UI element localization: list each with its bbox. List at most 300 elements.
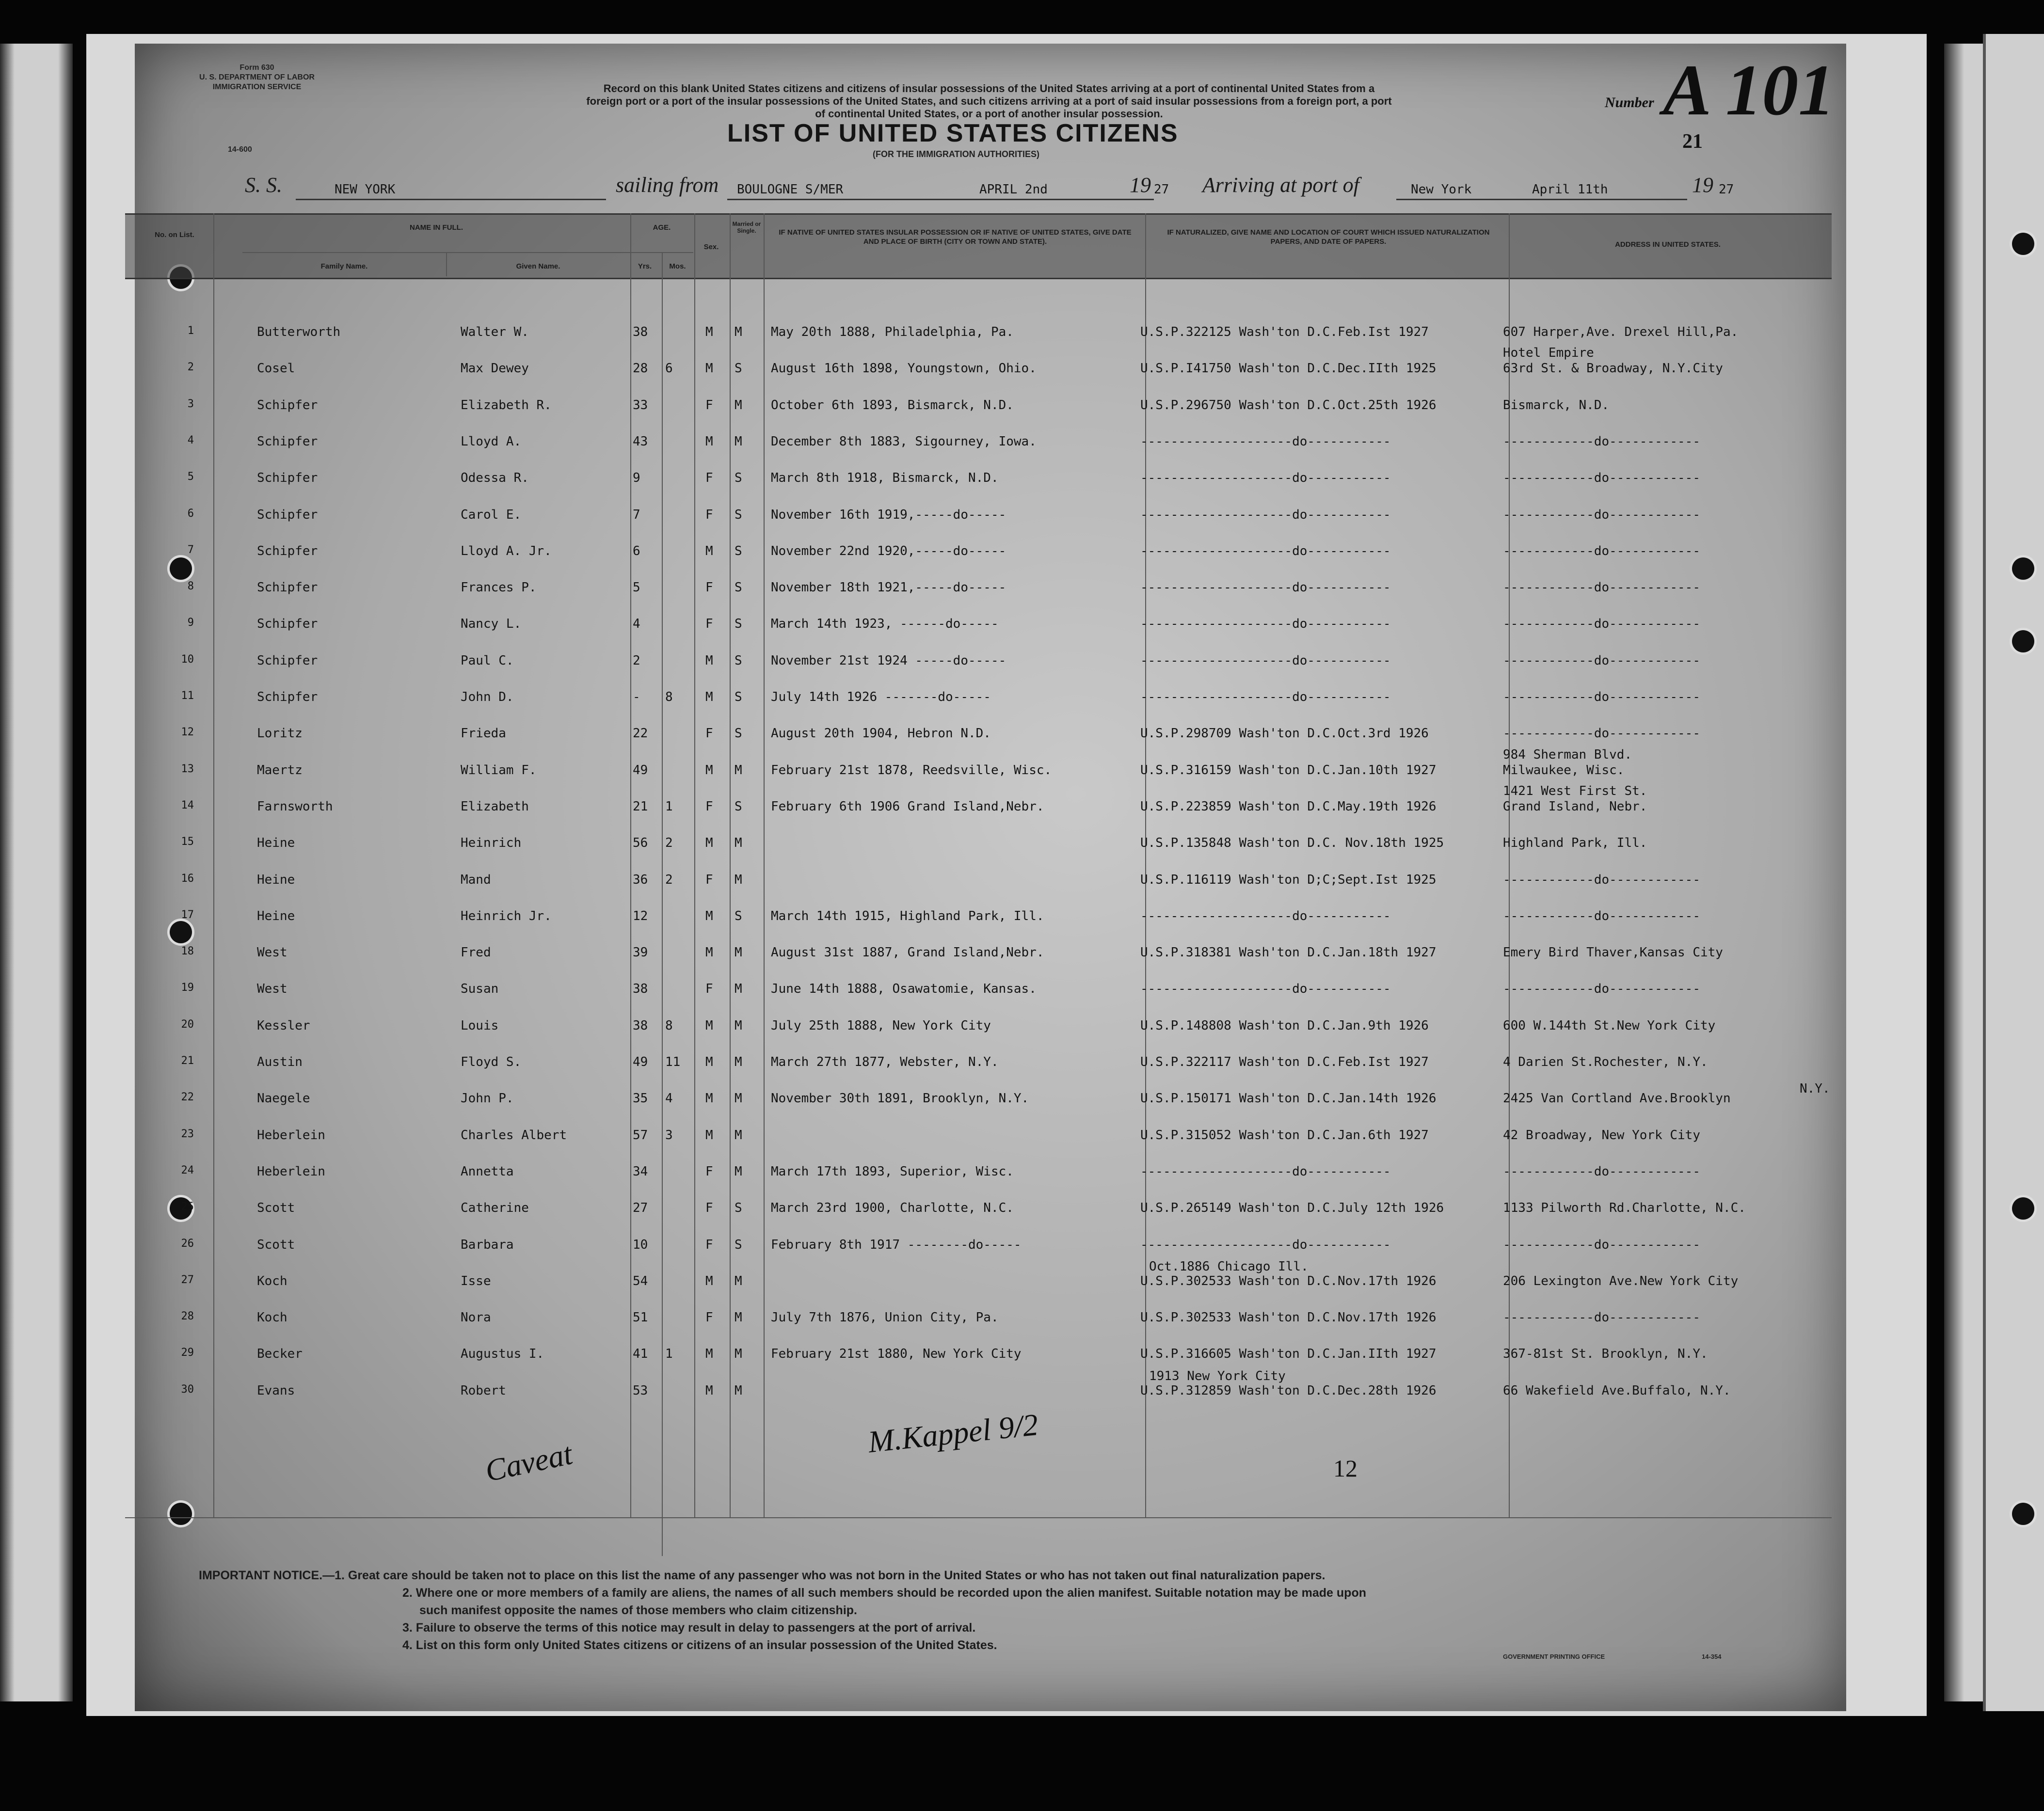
ss-label: S. S. bbox=[245, 173, 282, 197]
cell-family: Heine bbox=[257, 872, 295, 887]
form-number: Form 630 bbox=[240, 64, 274, 72]
cell-addr: ------------do------------ bbox=[1503, 434, 1700, 449]
cell-ms: S bbox=[735, 690, 742, 704]
cell-mos: 1 bbox=[665, 799, 673, 814]
cell-family: Heine bbox=[257, 908, 295, 923]
col-married: Married or Single. bbox=[732, 221, 761, 234]
cell-mos: 1 bbox=[665, 1347, 673, 1362]
cell-family: Naegele bbox=[257, 1091, 310, 1106]
cell-no: 24 bbox=[181, 1164, 194, 1176]
cell-birth: March 14th 1923, ------do----- bbox=[771, 617, 999, 632]
cell-sex: F bbox=[705, 1310, 713, 1325]
cell-nat: U.S.P.315052 Wash'ton D.C.Jan.6th 1927 bbox=[1140, 1128, 1429, 1143]
cell-sex: M bbox=[705, 1018, 713, 1033]
notice-label: IMPORTANT NOTICE. bbox=[199, 1569, 323, 1582]
cell-family: Schipfer bbox=[257, 617, 318, 632]
cell-addr: ------------do------------ bbox=[1503, 580, 1700, 595]
cell-family: Koch bbox=[257, 1310, 287, 1325]
cell-ms: M bbox=[735, 982, 742, 997]
cell-no: 4 bbox=[187, 434, 194, 446]
cell-no: 11 bbox=[181, 690, 194, 702]
cell-ms: M bbox=[735, 763, 742, 778]
punch-hole bbox=[2012, 1503, 2034, 1525]
cell-birth: November 18th 1921,-----do----- bbox=[771, 580, 1006, 595]
notice-item: 2. Where one or more members of a family are aliens, the names of all such members should be recorded upon the alien manifest. Suitable notation may be made upon bbox=[402, 1586, 1366, 1600]
cell-addr: ------------do------------ bbox=[1503, 908, 1700, 923]
cell-nat: U.S.P.150171 Wash'ton D.C.Jan.14th 1926 bbox=[1140, 1091, 1437, 1106]
cell-family: Maertz bbox=[257, 763, 303, 778]
cell-given: Susan bbox=[461, 982, 499, 997]
cell-yrs: 28 bbox=[633, 361, 648, 376]
cell-addr: 206 Lexington Ave.New York City bbox=[1503, 1273, 1739, 1288]
cell-yrs: 43 bbox=[633, 434, 648, 449]
cell-no: 6 bbox=[187, 507, 194, 520]
cell-no: 21 bbox=[181, 1055, 194, 1067]
cell-ms: M bbox=[735, 434, 742, 449]
cell-nat: --------------------do----------- bbox=[1140, 471, 1391, 486]
cell-addr: 42 Broadway, New York City bbox=[1503, 1128, 1700, 1143]
signature-left: Caveat bbox=[482, 1436, 575, 1489]
cell-given: Nancy L. bbox=[461, 617, 522, 632]
cell-yrs: 12 bbox=[633, 908, 648, 923]
col-naturalized: IF NATURALIZED, GIVE NAME AND LOCATION OF COURT WHICH ISSUED NATURALIZATION PAPERS, AND DATE OF PAPERS. bbox=[1167, 228, 1490, 246]
cell-nat: --------------------do----------- bbox=[1140, 653, 1391, 668]
notice-item: 3. Failure to observe the terms of this notice may result in delay to passengers at the port of arrival. bbox=[402, 1621, 976, 1635]
cell-addr: ------------do------------ bbox=[1503, 617, 1700, 632]
cell-yrs: 27 bbox=[633, 1201, 648, 1216]
cell-sex: F bbox=[705, 726, 713, 741]
cell-sex: F bbox=[705, 397, 713, 413]
cell-family: Schipfer bbox=[257, 690, 318, 704]
year-prefix-from: 19 bbox=[1130, 173, 1151, 197]
cell-mos: 3 bbox=[665, 1128, 673, 1143]
cell-addr: ------------do------------ bbox=[1503, 872, 1700, 887]
grid-line bbox=[662, 252, 663, 1556]
cell-sex: F bbox=[705, 799, 713, 814]
punch-hole bbox=[2012, 557, 2034, 580]
grid-line bbox=[764, 213, 765, 1517]
cell-yrs: 54 bbox=[633, 1273, 648, 1288]
cell-addr-extra: N.Y. bbox=[1800, 1081, 1830, 1096]
cell-given: Heinrich Jr. bbox=[461, 908, 552, 923]
cell-yrs: 53 bbox=[633, 1383, 648, 1398]
cell-addr: 2425 Van Cortland Ave.Brooklyn bbox=[1503, 1091, 1731, 1106]
cell-ms: M bbox=[735, 325, 742, 339]
cell-sex: F bbox=[705, 471, 713, 486]
cell-mos: 4 bbox=[665, 1091, 673, 1106]
cell-no: 20 bbox=[181, 1018, 194, 1031]
cell-birth: July 25th 1888, New York City bbox=[771, 1018, 991, 1033]
cell-nat: U.S.P.322125 Wash'ton D.C.Feb.Ist 1927 bbox=[1140, 325, 1429, 339]
cell-ms: S bbox=[735, 543, 742, 558]
cell-yrs: 35 bbox=[633, 1091, 648, 1106]
cell-nat: U.S.P.312859 Wash'ton D.C.Dec.28th 1926 bbox=[1140, 1383, 1437, 1398]
cell-given: John P. bbox=[461, 1091, 514, 1106]
cell-given: Augustus I. bbox=[461, 1347, 544, 1362]
col-name-in-full: NAME IN FULL. bbox=[410, 223, 463, 232]
cell-addr: ------------do------------ bbox=[1503, 507, 1700, 522]
cell-nat: --------------------do----------- bbox=[1140, 1164, 1391, 1179]
cell-family: Schipfer bbox=[257, 507, 318, 522]
cell-sex: M bbox=[705, 653, 713, 668]
cell-no: 25 bbox=[181, 1201, 194, 1213]
cell-family: Scott bbox=[257, 1237, 295, 1252]
printer: GOVERNMENT PRINTING OFFICE bbox=[1503, 1653, 1605, 1660]
cell-no: 13 bbox=[181, 763, 194, 775]
cell-nat: U.S.P.316605 Wash'ton D.C.Jan.IIth 1927 bbox=[1140, 1347, 1437, 1362]
cell-ms: M bbox=[735, 1383, 742, 1398]
cell-sex: M bbox=[705, 1055, 713, 1069]
cell-nat: U.S.P.296750 Wash'ton D.C.Oct.25th 1926 bbox=[1140, 397, 1437, 413]
cell-birth: August 31st 1887, Grand Island,Nebr. bbox=[771, 945, 1044, 960]
cell-birth: June 14th 1888, Osawatomie, Kansas. bbox=[771, 982, 1037, 997]
cell-birth: August 20th 1904, Hebron N.D. bbox=[771, 726, 991, 741]
cell-no: 23 bbox=[181, 1128, 194, 1140]
cell-mos: 8 bbox=[665, 1018, 673, 1033]
cell-yrs: 9 bbox=[633, 471, 640, 486]
cell-family: Schipfer bbox=[257, 580, 318, 595]
cell-sex: M bbox=[705, 1091, 713, 1106]
arrival-underline bbox=[1396, 199, 1687, 200]
cell-family: Loritz bbox=[257, 726, 303, 741]
cell-ms: S bbox=[735, 908, 742, 923]
cell-yrs: 51 bbox=[633, 1310, 648, 1325]
cell-sex: F bbox=[705, 1164, 713, 1179]
cell-given: Louis bbox=[461, 1018, 499, 1033]
punch-hole bbox=[170, 921, 192, 943]
notice-item: such manifest opposite the names of those members who claim citizenship. bbox=[419, 1604, 857, 1617]
cell-sex: M bbox=[705, 836, 713, 851]
cell-no: 10 bbox=[181, 653, 194, 666]
form-code: 14-600 bbox=[228, 145, 252, 154]
cell-addr: 4 Darien St.Rochester, N.Y. bbox=[1503, 1055, 1708, 1069]
cell-addr: Highland Park, Ill. bbox=[1503, 836, 1647, 851]
cell-sex: M bbox=[705, 1383, 713, 1398]
cell-family: Evans bbox=[257, 1383, 295, 1398]
cell-given: Nora bbox=[461, 1310, 491, 1325]
cell-family: Schipfer bbox=[257, 434, 318, 449]
cell-birth: July 14th 1926 -------do----- bbox=[771, 690, 991, 704]
cell-given: Heinrich bbox=[461, 836, 522, 851]
col-birth: IF NATIVE OF UNITED STATES INSULAR POSSESSION OR IF NATIVE OF UNITED STATES, GIVE DATE AND PLACE OF BIRTH (CITY OR TOWN AND STATE). bbox=[779, 228, 1132, 246]
punch-hole bbox=[170, 1503, 192, 1525]
cell-no: 12 bbox=[181, 726, 194, 739]
col-mos: Mos. bbox=[669, 262, 686, 270]
cell-no: 1 bbox=[187, 325, 194, 337]
cell-given: John D. bbox=[461, 690, 514, 704]
col-age: AGE. bbox=[653, 223, 671, 232]
cell-ms: M bbox=[735, 1310, 742, 1325]
cell-sex: M bbox=[705, 543, 713, 558]
cell-birth: August 16th 1898, Youngstown, Ohio. bbox=[771, 361, 1037, 376]
grid-line bbox=[213, 213, 214, 1517]
cell-addr-above: 984 Sherman Blvd. bbox=[1503, 747, 1632, 762]
cell-given: Floyd S. bbox=[461, 1055, 522, 1069]
cell-no: 15 bbox=[181, 836, 194, 848]
cell-family: Schipfer bbox=[257, 471, 318, 486]
cell-nat: U.S.P.265149 Wash'ton D.C.July 12th 1926 bbox=[1140, 1201, 1444, 1216]
cell-ms: S bbox=[735, 361, 742, 376]
cell-no: 29 bbox=[181, 1347, 194, 1359]
grid-line bbox=[242, 252, 693, 253]
cell-birth: November 22nd 1920,-----do----- bbox=[771, 543, 1006, 558]
page-title: LIST OF UNITED STATES CITIZENS bbox=[727, 119, 1179, 147]
cell-yrs: 2 bbox=[633, 653, 640, 668]
port-from: BOULOGNE S/MER bbox=[737, 182, 844, 197]
sheet-number: 21 bbox=[1682, 130, 1703, 153]
grid-line bbox=[125, 1517, 1832, 1518]
cell-yrs: 33 bbox=[633, 397, 648, 413]
cell-ms: S bbox=[735, 617, 742, 632]
cell-given: Catherine bbox=[461, 1201, 529, 1216]
cell-no: 30 bbox=[181, 1383, 194, 1396]
cell-given: Mand bbox=[461, 872, 491, 887]
cell-sex: M bbox=[705, 1273, 713, 1288]
cell-family: Kessler bbox=[257, 1018, 310, 1033]
cell-addr: Bismarck, N.D. bbox=[1503, 397, 1610, 413]
cell-sex: F bbox=[705, 982, 713, 997]
cell-given: Elizabeth bbox=[461, 799, 529, 814]
cell-sex: F bbox=[705, 872, 713, 887]
cell-addr: ------------do------------ bbox=[1503, 690, 1700, 704]
cell-addr: ------------do------------ bbox=[1503, 982, 1700, 997]
cell-birth: November 16th 1919,-----do----- bbox=[771, 507, 1006, 522]
cell-ms: S bbox=[735, 653, 742, 668]
cell-family: Cosel bbox=[257, 361, 295, 376]
punch-hole bbox=[2012, 630, 2034, 652]
cell-sex: F bbox=[705, 580, 713, 595]
col-no: No. on List. bbox=[155, 231, 194, 239]
cell-nat: U.S.P.318381 Wash'ton D.C.Jan.18th 1927 bbox=[1140, 945, 1437, 960]
cell-birth: February 21st 1878, Reedsville, Wisc. bbox=[771, 763, 1052, 778]
cell-nat: U.S.P.148808 Wash'ton D.C.Jan.9th 1926 bbox=[1140, 1018, 1429, 1033]
cell-given: Carol E. bbox=[461, 507, 522, 522]
cell-sex: M bbox=[705, 945, 713, 960]
cell-nat: --------------------do----------- bbox=[1140, 1237, 1391, 1252]
cell-no: 22 bbox=[181, 1091, 194, 1104]
arriving-label: Arriving at port of bbox=[1202, 173, 1359, 197]
col-address: ADDRESS IN UNITED STATES. bbox=[1615, 240, 1721, 249]
punch-hole bbox=[2012, 1197, 2034, 1220]
cell-addr: Emery Bird Thaver,Kansas City bbox=[1503, 945, 1723, 960]
cell-family: Koch bbox=[257, 1273, 287, 1288]
cell-ms: M bbox=[735, 1091, 742, 1106]
date-to: April 11th bbox=[1532, 182, 1608, 197]
cell-addr: Milwaukee, Wisc. bbox=[1503, 763, 1625, 778]
year-prefix-to: 19 bbox=[1692, 173, 1713, 197]
cell-birth: December 8th 1883, Sigourney, Iowa. bbox=[771, 434, 1037, 449]
cell-ms: S bbox=[735, 1201, 742, 1216]
intro-line: foreign port or a port of the insular possessions of the United States, and such citizens arriving at a port of said insular possessions from a foreign port, a port bbox=[586, 95, 1392, 107]
cell-addr: ------------do------------ bbox=[1503, 726, 1700, 741]
cell-addr: ------------do------------ bbox=[1503, 1237, 1700, 1252]
cell-yrs: 34 bbox=[633, 1164, 648, 1179]
cell-family: Becker bbox=[257, 1347, 303, 1362]
cell-given: Frieda bbox=[461, 726, 506, 741]
cell-mos: 6 bbox=[665, 361, 673, 376]
cell-family: Austin bbox=[257, 1055, 303, 1069]
cell-given: Paul C. bbox=[461, 653, 514, 668]
cell-no: 2 bbox=[187, 361, 194, 374]
cell-yrs: 22 bbox=[633, 726, 648, 741]
cell-no: 28 bbox=[181, 1310, 194, 1323]
cell-family: Scott bbox=[257, 1201, 295, 1216]
cell-given: Elizabeth R. bbox=[461, 397, 552, 413]
cell-yrs: 38 bbox=[633, 982, 648, 997]
number-label: Number bbox=[1605, 95, 1654, 111]
cell-birth: November 30th 1891, Brooklyn, N.Y. bbox=[771, 1091, 1029, 1106]
cell-addr: 367-81st St. Brooklyn, N.Y. bbox=[1503, 1347, 1708, 1362]
cell-sex: M bbox=[705, 325, 713, 339]
cell-ms: M bbox=[735, 836, 742, 851]
cell-given: Lloyd A. Jr. bbox=[461, 543, 552, 558]
cell-given: Annetta bbox=[461, 1164, 514, 1179]
cell-sex: M bbox=[705, 690, 713, 704]
cell-sex: F bbox=[705, 617, 713, 632]
cell-birth: October 6th 1893, Bismarck, N.D. bbox=[771, 397, 1014, 413]
cell-birth: November 21st 1924 -----do----- bbox=[771, 653, 1006, 668]
cell-given: Robert bbox=[461, 1383, 506, 1398]
cell-ms: S bbox=[735, 726, 742, 741]
cell-given: Odessa R. bbox=[461, 471, 529, 486]
cell-sex: M bbox=[705, 361, 713, 376]
service: IMMIGRATION SERVICE bbox=[212, 83, 302, 91]
cell-no: 9 bbox=[187, 617, 194, 629]
cell-sex: F bbox=[705, 507, 713, 522]
cell-birth: July 7th 1876, Union City, Pa. bbox=[771, 1310, 999, 1325]
cell-given: Frances P. bbox=[461, 580, 537, 595]
cell-ms: M bbox=[735, 1347, 742, 1362]
cell-addr-above: 1421 West First St. bbox=[1503, 783, 1647, 798]
cell-mos: 11 bbox=[665, 1055, 681, 1069]
cell-addr: 1133 Pilworth Rd.Charlotte, N.C. bbox=[1503, 1201, 1746, 1216]
cell-family: West bbox=[257, 945, 287, 960]
cell-nat: U.S.P.302533 Wash'ton D.C.Nov.17th 1926 bbox=[1140, 1310, 1437, 1325]
cell-mos: 2 bbox=[665, 836, 673, 851]
col-yrs: Yrs. bbox=[638, 262, 652, 270]
cell-family: West bbox=[257, 982, 287, 997]
form-agency-block bbox=[145, 63, 368, 92]
col-family-name: Family Name. bbox=[320, 262, 368, 270]
cell-no: 7 bbox=[187, 543, 194, 556]
cell-nat: --------------------do----------- bbox=[1140, 507, 1391, 522]
cell-nat: U.S.P.116119 Wash'ton D;C;Sept.Ist 1925 bbox=[1140, 872, 1437, 887]
year-to: 27 bbox=[1719, 182, 1734, 197]
cell-ms: S bbox=[735, 799, 742, 814]
signature-middle: M.Kappel 9/2 bbox=[866, 1407, 1040, 1460]
right-adjacent-page bbox=[1983, 34, 2044, 1711]
cell-family: Butterworth bbox=[257, 325, 341, 339]
cell-sex: M bbox=[705, 763, 713, 778]
grid-line bbox=[446, 252, 447, 276]
cell-ms: M bbox=[735, 1055, 742, 1069]
cell-given: Walter W. bbox=[461, 325, 529, 339]
cell-family: Farnsworth bbox=[257, 799, 333, 814]
cell-given: William F. bbox=[461, 763, 537, 778]
cell-no: 5 bbox=[187, 471, 194, 483]
cell-birth: March 27th 1877, Webster, N.Y. bbox=[771, 1055, 999, 1069]
cell-addr: ------------do------------ bbox=[1503, 653, 1700, 668]
cell-given: Fred bbox=[461, 945, 491, 960]
col-sex: Sex. bbox=[703, 243, 719, 251]
cell-nat: U.S.P.322117 Wash'ton D.C.Feb.Ist 1927 bbox=[1140, 1055, 1429, 1069]
cell-no: 26 bbox=[181, 1237, 194, 1250]
cell-ms: S bbox=[735, 580, 742, 595]
cell-yrs: 10 bbox=[633, 1237, 648, 1252]
cell-addr: ------------do------------ bbox=[1503, 1310, 1700, 1325]
sailing-underline bbox=[727, 199, 1154, 200]
important-notice bbox=[199, 1567, 1847, 1654]
cell-birth: March 23rd 1900, Charlotte, N.C. bbox=[771, 1201, 1014, 1216]
cell-yrs: 49 bbox=[633, 763, 648, 778]
cell-addr: 607 Harper,Ave. Drexel Hill,Pa. bbox=[1503, 325, 1739, 339]
page-subtitle: (FOR THE IMMIGRATION AUTHORITIES) bbox=[873, 149, 1039, 159]
cell-yrs: 49 bbox=[633, 1055, 648, 1069]
cell-yrs: 7 bbox=[633, 507, 640, 522]
cell-addr: 600 W.144th St.New York City bbox=[1503, 1018, 1716, 1033]
cell-yrs: 38 bbox=[633, 1018, 648, 1033]
cell-yrs: 5 bbox=[633, 580, 640, 595]
intro-text bbox=[422, 82, 1556, 120]
cell-addr: 66 Wakefield Ave.Buffalo, N.Y. bbox=[1503, 1383, 1731, 1398]
cell-no: 16 bbox=[181, 872, 194, 885]
cell-yrs: 57 bbox=[633, 1128, 648, 1143]
cell-birth: May 20th 1888, Philadelphia, Pa. bbox=[771, 325, 1014, 339]
printer-code: 14-354 bbox=[1702, 1653, 1722, 1660]
cell-nat: --------------------do----------- bbox=[1140, 580, 1391, 595]
cell-no: 14 bbox=[181, 799, 194, 811]
cell-nat: --------------------do----------- bbox=[1140, 434, 1391, 449]
grid-line bbox=[694, 213, 695, 1517]
cell-nat: U.S.P.I41750 Wash'ton D.C.Dec.IIth 1925 bbox=[1140, 361, 1437, 376]
cell-mos: 2 bbox=[665, 872, 673, 887]
cell-sex: F bbox=[705, 1201, 713, 1216]
cell-ms: M bbox=[735, 1128, 742, 1143]
cell-yrs: 4 bbox=[633, 617, 640, 632]
cell-sex: M bbox=[705, 908, 713, 923]
cell-no: 18 bbox=[181, 945, 194, 958]
cell-yrs: 39 bbox=[633, 945, 648, 960]
cell-yrs: 21 bbox=[633, 799, 648, 814]
cell-mos: 8 bbox=[665, 690, 673, 704]
cell-nat: --------------------do----------- bbox=[1140, 690, 1391, 704]
cell-ms: M bbox=[735, 1018, 742, 1033]
ship-name: NEW YORK bbox=[335, 182, 396, 197]
left-film-strip bbox=[0, 44, 73, 1701]
cell-nat: U.S.P.302533 Wash'ton D.C.Nov.17th 1926 bbox=[1140, 1273, 1437, 1288]
cell-sex: M bbox=[705, 1347, 713, 1362]
cell-nat: U.S.P.298709 Wash'ton D.C.Oct.3rd 1926 bbox=[1140, 726, 1429, 741]
notice-item: —1. Great care should be taken not to place on this list the name of any passenger who was not born in the United States or who has not taken out final naturalization papers. bbox=[322, 1569, 1325, 1582]
intro-line: of continental United States, or a port of another insular possession. bbox=[815, 108, 1163, 120]
cell-sex: M bbox=[705, 434, 713, 449]
cell-no: 27 bbox=[181, 1273, 194, 1286]
cell-birth: March 8th 1918, Bismarck, N.D. bbox=[771, 471, 999, 486]
year-from: 27 bbox=[1154, 182, 1169, 197]
cell-ms: S bbox=[735, 507, 742, 522]
cell-ms: S bbox=[735, 1237, 742, 1252]
cell-birth: March 14th 1915, Highland Park, Ill. bbox=[771, 908, 1044, 923]
cell-no: 3 bbox=[187, 397, 194, 410]
cell-birth: February 21st 1880, New York City bbox=[771, 1347, 1022, 1362]
notice-item: 4. List on this form only United States citizens or citizens of an insular possession of the United States. bbox=[402, 1638, 997, 1652]
cell-yrs: - bbox=[633, 690, 640, 704]
cell-given: Lloyd A. bbox=[461, 434, 522, 449]
cell-addr: ------------do------------ bbox=[1503, 543, 1700, 558]
cell-nat: --------------------do----------- bbox=[1140, 908, 1391, 923]
page-number: 12 bbox=[1333, 1455, 1357, 1482]
sailing-label: sailing from bbox=[616, 173, 719, 197]
